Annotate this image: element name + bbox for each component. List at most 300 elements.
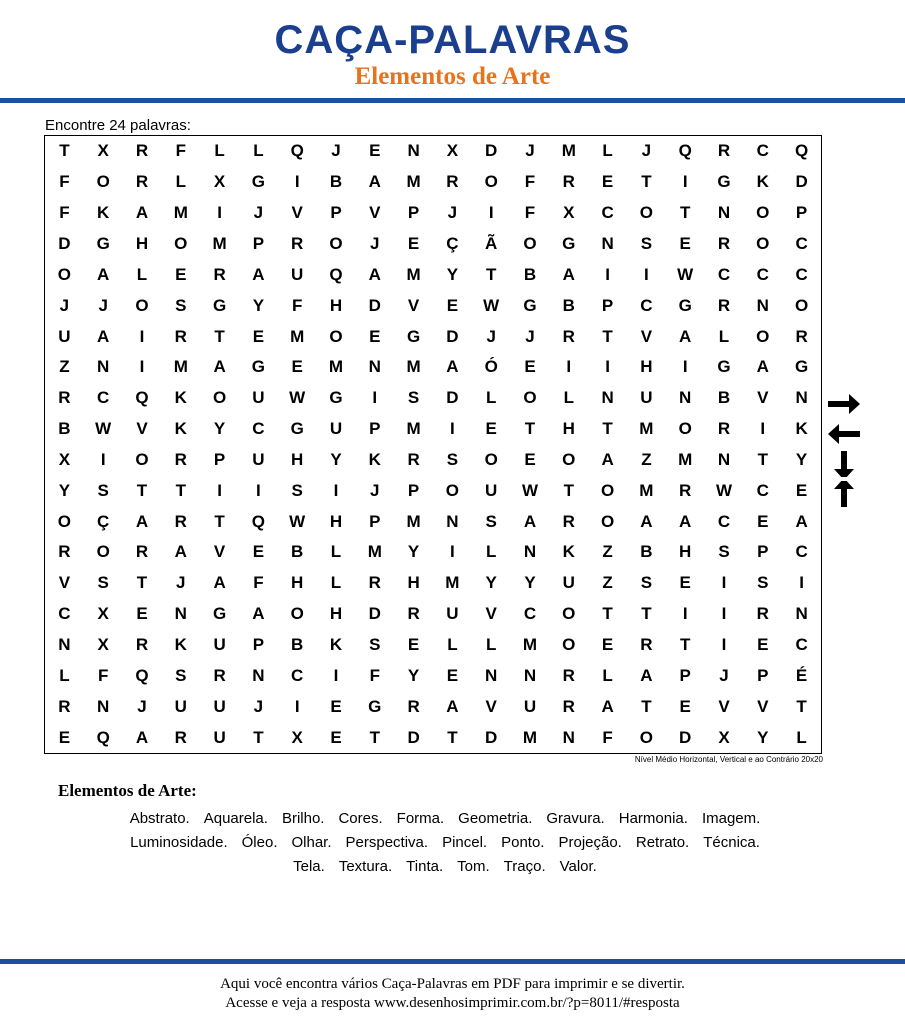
grid-cell: T xyxy=(253,727,264,747)
grid-cell: A xyxy=(679,326,692,346)
grid-cell: H xyxy=(562,419,575,439)
grid-cell: E xyxy=(524,449,536,469)
grid-cell: Y xyxy=(485,573,497,593)
grid-cell: U xyxy=(58,326,71,346)
grid-cell: R xyxy=(407,696,420,716)
grid-cell: L xyxy=(486,388,497,408)
grid-cell: E xyxy=(524,357,536,377)
grid-cell: S xyxy=(407,388,420,408)
grid-cell: O xyxy=(445,480,459,500)
grid-cell: C xyxy=(756,264,769,284)
grid-cell: A xyxy=(446,696,459,716)
grid-cell: F xyxy=(253,573,264,593)
grid-cell: R xyxy=(562,511,575,531)
grid-cell: Y xyxy=(407,542,420,562)
grid-cell: J xyxy=(331,141,341,161)
grid-cell: J xyxy=(370,233,380,253)
grid-cell: É xyxy=(795,665,808,685)
grid-cell: D xyxy=(679,727,692,747)
grid-cell: Y xyxy=(757,727,769,747)
word-list-item: Cores. xyxy=(338,810,383,827)
grid-cell: Q xyxy=(290,141,304,161)
footer-line-2: Acesse e veja a resposta www.desenhosimprimir.com.br/?p=8011/#resposta xyxy=(225,995,680,1011)
grid-cell: V xyxy=(718,696,730,716)
grid-cell: I xyxy=(333,665,339,685)
grid-cell: I xyxy=(644,264,649,284)
word-list-item: Imagem. xyxy=(701,810,761,827)
grid-cell: W xyxy=(289,388,306,408)
grid-cell: R xyxy=(756,604,769,624)
grid-cell: T xyxy=(641,172,652,192)
grid-cell: A xyxy=(368,264,381,284)
grid-cell: K xyxy=(174,388,187,408)
grid-cell: R xyxy=(562,696,575,716)
grid-cell: E xyxy=(330,696,342,716)
grid-cell: L xyxy=(330,542,342,562)
grid-cell: M xyxy=(639,419,654,439)
grid-cell: T xyxy=(136,480,148,500)
grid-cell: B xyxy=(329,172,343,192)
grid-cell: J xyxy=(719,665,729,685)
grid-cell: V xyxy=(213,542,226,562)
grid-cell: T xyxy=(602,326,613,346)
grid-cell: G xyxy=(717,357,731,377)
grid-cell: A xyxy=(640,511,653,531)
direction-arrows xyxy=(826,389,862,509)
footer-line-1: Aqui você encontra vários Caça-Palavras em PDF para imprimir e se divertir. xyxy=(220,976,685,992)
word-list-item: Harmonia. xyxy=(618,810,688,827)
word-list-item: Gravura. xyxy=(546,810,605,827)
grid-cell: L xyxy=(175,172,186,192)
grid-cell: O xyxy=(329,233,343,253)
grid-cell: T xyxy=(447,727,458,747)
grid-cell: K xyxy=(795,419,808,439)
grid-cell: I xyxy=(294,172,300,192)
grid-cell: R xyxy=(562,326,575,346)
grid-cell: I xyxy=(682,357,688,377)
grid-cell: L xyxy=(486,542,497,562)
grid-cell: O xyxy=(562,604,576,624)
grid-cell: E xyxy=(369,141,381,161)
word-list-item: Tom. xyxy=(457,858,490,875)
grid-cell: C xyxy=(58,604,71,624)
page-subtitle: Elementos de Arte xyxy=(354,63,551,90)
grid-cell: C xyxy=(523,604,537,624)
top-divider xyxy=(0,98,905,103)
grid-cell: G xyxy=(212,604,227,624)
grid-cell: W xyxy=(95,419,112,439)
grid-cell: R xyxy=(174,449,187,469)
grid-cell: R xyxy=(795,326,808,346)
grid-cell: N xyxy=(795,604,808,624)
grid-cell: D xyxy=(407,727,420,747)
grid-cell: M xyxy=(561,141,576,161)
arrow-right-icon xyxy=(826,389,862,419)
grid-cell: I xyxy=(488,203,494,223)
grid-cell: W xyxy=(483,295,500,315)
grid-cell: P xyxy=(757,542,769,562)
grid-cell: Y xyxy=(446,264,459,284)
grid-cell: N xyxy=(407,141,420,161)
grid-cell: R xyxy=(291,233,304,253)
grid-cell: G xyxy=(96,233,110,253)
grid-cell: L xyxy=(602,141,613,161)
grid-cell: C xyxy=(717,264,731,284)
grid-cell: M xyxy=(406,419,421,439)
grid-cell: I xyxy=(256,480,261,500)
grid-cell: O xyxy=(290,604,304,624)
grid-cell: Ç xyxy=(97,511,110,531)
grid-cell: M xyxy=(406,357,421,377)
word-list-item: Luminosidade. xyxy=(130,834,228,851)
grid-cell: O xyxy=(639,727,653,747)
grid-cell: I xyxy=(721,573,727,593)
grid-cell: H xyxy=(329,604,343,624)
grid-cell: R xyxy=(368,573,381,593)
grid-cell: J xyxy=(253,203,264,223)
grid-cell: O xyxy=(756,233,770,253)
grid-cell: U xyxy=(213,727,226,747)
grid-cell: R xyxy=(679,480,692,500)
grid-cell: D xyxy=(485,727,498,747)
grid-cell: O xyxy=(96,542,110,562)
grid-cell: O xyxy=(57,264,72,284)
grid-cell: M xyxy=(522,727,538,747)
grid-cell: J xyxy=(370,480,380,500)
instructions-text: Encontre 24 palavras: xyxy=(45,117,191,134)
grid-cell: U xyxy=(213,635,226,655)
grid-cell: O xyxy=(562,635,576,655)
grid-cell: T xyxy=(563,480,574,500)
grid-cell: R xyxy=(58,542,71,562)
grid-cell: K xyxy=(97,203,110,223)
grid-cell: N xyxy=(97,357,110,377)
grid-cell: F xyxy=(524,203,536,223)
grid-cell: O xyxy=(756,203,770,223)
grid-cell: R xyxy=(135,172,149,192)
grid-cell: K xyxy=(562,542,575,562)
grid-cell: K xyxy=(329,635,343,655)
grid-cell: J xyxy=(253,696,264,716)
grid-cell: I xyxy=(372,388,378,408)
grid-cell: P xyxy=(252,233,265,253)
grid-cell: T xyxy=(602,604,613,624)
grid-cell: V xyxy=(640,326,653,346)
grid-cell: C xyxy=(756,480,769,500)
grid-cell: P xyxy=(601,295,614,315)
arrow-down-icon xyxy=(826,449,862,479)
grid-cell: P xyxy=(795,203,808,223)
grid-cell: E xyxy=(369,326,381,346)
grid-cell: O xyxy=(794,295,809,315)
grid-cell: N xyxy=(717,449,731,469)
grid-cell: K xyxy=(174,419,187,439)
grid-cell: U xyxy=(446,604,459,624)
grid-cell: O xyxy=(523,233,537,253)
grid-cell: M xyxy=(290,326,305,346)
grid-cell: S xyxy=(485,511,497,531)
grid-cell: R xyxy=(213,264,226,284)
grid-cell: M xyxy=(173,203,188,223)
grid-cell: S xyxy=(97,573,109,593)
grid-cell: E xyxy=(795,480,808,500)
grid-cell: V xyxy=(369,203,381,223)
grid-cell: A xyxy=(97,264,110,284)
word-list-item: Olhar. xyxy=(291,834,332,851)
grid-cell: H xyxy=(679,542,692,562)
grid-cell: E xyxy=(446,665,459,685)
grid-cell: I xyxy=(605,357,610,377)
grid-cell: J xyxy=(486,326,496,346)
grid-cell: G xyxy=(329,388,343,408)
grid-cell: S xyxy=(175,665,187,685)
word-list-title: Elementos de Arte: xyxy=(58,781,197,800)
word-search-grid xyxy=(44,135,822,754)
grid-cell: Z xyxy=(602,542,613,562)
grid-cell: J xyxy=(525,326,535,346)
grid-cell: R xyxy=(717,233,731,253)
grid-cell: U xyxy=(329,419,343,439)
grid-cell: F xyxy=(602,727,613,747)
grid-cell: Q xyxy=(794,141,809,161)
grid-cell: A xyxy=(368,172,381,192)
grid-cell: L xyxy=(796,727,807,747)
grid-cell: I xyxy=(605,264,610,284)
grid-cell: U xyxy=(213,696,226,716)
grid-cell: C xyxy=(640,295,653,315)
grid-cell: S xyxy=(640,233,653,253)
grid-cell: L xyxy=(486,635,497,655)
grid-cell: A xyxy=(252,264,265,284)
grid-cell: T xyxy=(486,264,497,284)
grid-cell: J xyxy=(137,696,147,716)
grid-cell: O xyxy=(600,511,615,531)
grid-cell: S xyxy=(175,295,187,315)
grid-cell: V xyxy=(757,696,769,716)
grid-cell: Q xyxy=(135,388,149,408)
grid-cell: N xyxy=(485,665,498,685)
grid-cell: H xyxy=(291,449,304,469)
grid-cell: T xyxy=(214,326,225,346)
grid-cell: W xyxy=(289,511,306,531)
grid-cell: R xyxy=(717,295,731,315)
grid-cell: M xyxy=(639,480,654,500)
grid-cell: A xyxy=(795,511,808,531)
word-list-line xyxy=(40,831,850,855)
grid-cell: X xyxy=(97,141,109,161)
grid-cell: V xyxy=(58,573,71,593)
word-list-item: Aquarela. xyxy=(203,810,268,827)
grid-cell: G xyxy=(290,419,304,439)
grid-cell: N xyxy=(601,388,614,408)
grid-cell: H xyxy=(291,573,304,593)
grid-cell: I xyxy=(217,203,222,223)
grid-cell: B xyxy=(58,419,71,439)
word-list-item: Forma. xyxy=(396,810,445,827)
grid-cell: C xyxy=(601,203,614,223)
grid-cell: V xyxy=(485,604,497,624)
grid-cell: F xyxy=(524,172,536,192)
grid-cell: Y xyxy=(795,449,808,469)
grid-cell: X xyxy=(718,727,730,747)
grid-cell: Z xyxy=(641,449,652,469)
grid-cell: M xyxy=(522,635,538,655)
grid-cell: A xyxy=(174,542,187,562)
grid-cell: I xyxy=(721,635,727,655)
grid-cell: M xyxy=(406,172,421,192)
grid-cell: I xyxy=(333,480,339,500)
grid-cell: P xyxy=(407,480,420,500)
grid-cell: Y xyxy=(213,419,226,439)
grid-cell: G xyxy=(251,357,265,377)
grid-cell: A xyxy=(213,573,226,593)
grid-cell: E xyxy=(407,635,420,655)
word-list-item: Tinta. xyxy=(406,858,444,875)
grid-cell: R xyxy=(407,449,420,469)
grid-cell: L xyxy=(136,264,148,284)
grid-cell: R xyxy=(213,665,226,685)
grid-cell: S xyxy=(291,480,303,500)
grid-cell: L xyxy=(718,326,730,346)
grid-cell: X xyxy=(97,635,109,655)
word-list-item: Geometria. xyxy=(458,810,533,827)
grid-cell: F xyxy=(59,203,70,223)
grid-cell: C xyxy=(795,233,808,253)
grid-cell: U xyxy=(640,388,653,408)
grid-cell: F xyxy=(59,172,70,192)
grid-cell: O xyxy=(329,326,343,346)
grid-cell: H xyxy=(640,357,653,377)
grid-cell: B xyxy=(717,388,731,408)
grid-cell: Q xyxy=(251,511,265,531)
grid-cell: A xyxy=(213,357,226,377)
grid-cell: N xyxy=(679,388,692,408)
grid-cell: C xyxy=(795,635,808,655)
grid-cell: R xyxy=(407,604,420,624)
grid-cell: N xyxy=(756,295,769,315)
grid-cell: E xyxy=(679,233,691,253)
grid-cell: E xyxy=(757,511,769,531)
grid-cell: U xyxy=(252,449,265,469)
grid-cell: C xyxy=(717,511,731,531)
grid-cell: Y xyxy=(330,449,342,469)
grid-cell: I xyxy=(721,604,727,624)
grid-cell: R xyxy=(562,172,575,192)
grid-cell: G xyxy=(251,172,265,192)
grid-cell: A xyxy=(135,727,149,747)
grid-cell: T xyxy=(641,604,652,624)
grid-cell: D xyxy=(795,172,808,192)
grid-cell: Ç xyxy=(446,233,459,253)
grid-cell: P xyxy=(757,665,769,685)
grid-cell: F xyxy=(98,665,109,685)
grid-cell: B xyxy=(562,295,575,315)
grid-cell: R xyxy=(174,727,187,747)
grid-cell: B xyxy=(523,264,537,284)
footer xyxy=(0,975,905,1013)
grid-cell: M xyxy=(367,542,382,562)
grid-cell: I xyxy=(682,604,688,624)
grid-cell: G xyxy=(406,326,421,346)
word-list-item: Técnica. xyxy=(703,834,760,851)
grid-cell: E xyxy=(407,233,420,253)
grid-cell: H xyxy=(135,233,149,253)
grid-cell: I xyxy=(450,419,455,439)
grid-cell: C xyxy=(97,388,110,408)
grid-cell: A xyxy=(601,696,614,716)
grid-cell: O xyxy=(135,295,149,315)
grid-cell: W xyxy=(715,480,733,500)
grid-cell: M xyxy=(406,264,421,284)
grid-cell: Z xyxy=(602,573,613,593)
grid-cell: Q xyxy=(96,727,110,747)
grid-cell: J xyxy=(641,141,652,161)
grid-cell: T xyxy=(175,480,186,500)
grid-cell: R xyxy=(58,388,71,408)
grid-cell: N xyxy=(795,388,808,408)
grid-cell: X xyxy=(213,172,226,192)
grid-cell: T xyxy=(136,573,148,593)
grid-cell: Ó xyxy=(484,357,498,377)
grid-cell: W xyxy=(677,264,694,284)
grid-cell: V xyxy=(757,388,769,408)
grid-cell: E xyxy=(291,357,303,377)
grid-cell: U xyxy=(174,696,187,716)
grid-cell: C xyxy=(252,419,265,439)
grid-cell: O xyxy=(678,419,692,439)
grid-cell: E xyxy=(679,573,691,593)
grid-cell: R xyxy=(174,326,187,346)
grid-cell: O xyxy=(57,511,72,531)
word-list-item: Abstrato. xyxy=(129,810,190,827)
word-list-line xyxy=(40,807,850,831)
grid-cell: M xyxy=(212,233,227,253)
grid-cell: S xyxy=(369,635,381,655)
grid-cell: R xyxy=(640,635,653,655)
grid-cell: I xyxy=(682,172,688,192)
grid-cell: L xyxy=(253,141,264,161)
grid-cell: A xyxy=(601,449,614,469)
grid-cell: N xyxy=(97,696,110,716)
grid-cell: P xyxy=(407,203,420,223)
grid-cell: M xyxy=(406,511,421,531)
grid-cell: J xyxy=(98,295,108,315)
grid-cell: A xyxy=(640,665,653,685)
grid-cell: T xyxy=(641,696,652,716)
grid-cell: U xyxy=(562,573,575,593)
word-list-item: Tela. xyxy=(293,858,325,875)
grid-cell: E xyxy=(601,172,614,192)
grid-cell: T xyxy=(59,141,70,161)
grid-cell: R xyxy=(135,635,149,655)
grid-cell: E xyxy=(175,264,187,284)
grid-cell: F xyxy=(369,665,380,685)
word-list-item: Retrato. xyxy=(635,834,690,851)
grid-cell: M xyxy=(445,573,460,593)
grid-cell: O xyxy=(484,172,498,192)
grid-cell: I xyxy=(799,573,804,593)
grid-cell: R xyxy=(717,419,731,439)
grid-cell: N xyxy=(174,604,187,624)
grid-cell: N xyxy=(368,357,381,377)
grid-cell: O xyxy=(212,388,227,408)
grid-cell: P xyxy=(213,449,226,469)
grid-cell: T xyxy=(680,635,691,655)
grid-cell: D xyxy=(485,141,498,161)
grid-cell: A xyxy=(562,264,575,284)
grid-cell: O xyxy=(96,172,110,192)
grid-cell: N xyxy=(252,665,265,685)
